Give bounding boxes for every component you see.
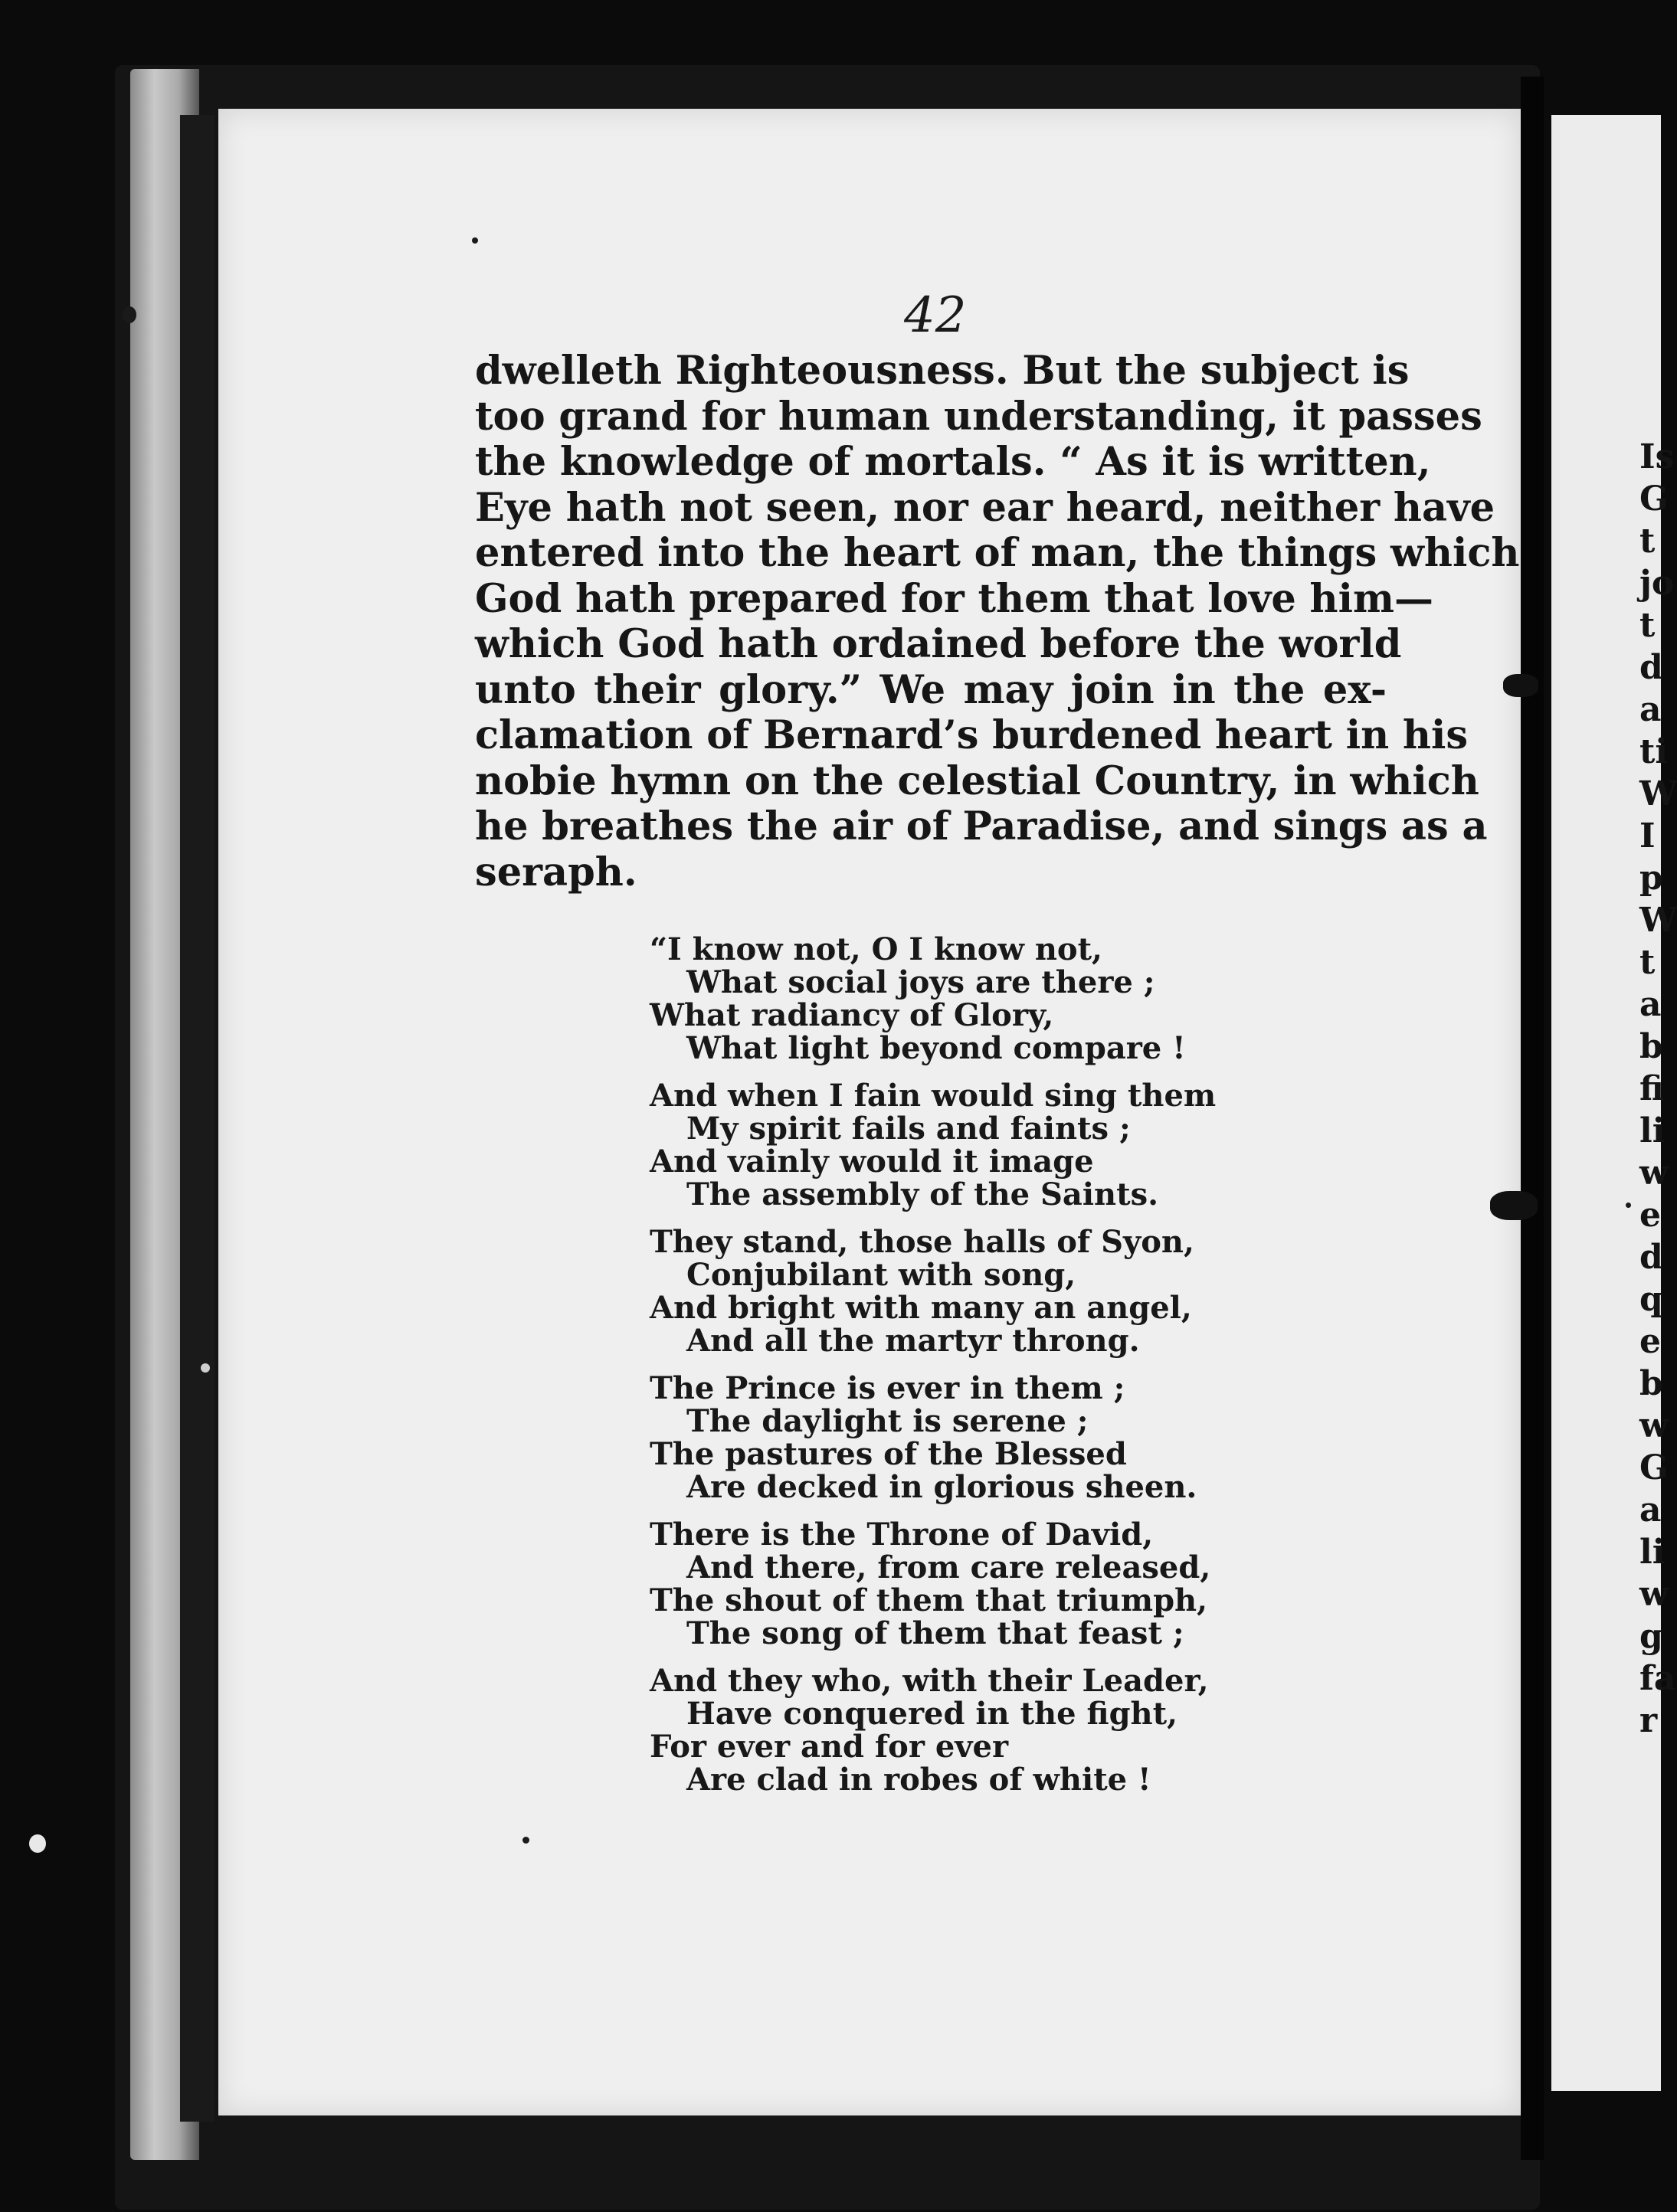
- poem-line: There is the Throne of David,: [650, 1517, 1154, 1553]
- poem-line: Are clad in robes of white !: [686, 1762, 1151, 1798]
- body-line: clamation of Bernard’s burdened heart in his: [475, 712, 1469, 758]
- body-paragraph: [475, 348, 1520, 895]
- body-line: he breathes the air of Paradise, and sings as a: [475, 803, 1488, 849]
- adjacent-page-fragment: G: [1639, 1448, 1669, 1487]
- adjacent-page-fragment: w: [1639, 1406, 1669, 1445]
- poem-line: What light beyond compare !: [686, 1030, 1186, 1066]
- adjacent-page-fragment: a: [1639, 985, 1662, 1024]
- ink-speck: [1626, 1203, 1631, 1208]
- adjacent-page-fragment: fi: [1639, 1069, 1664, 1108]
- body-line: which God hath ordained before the world: [475, 621, 1402, 667]
- body-line: too grand for human understanding, it passes: [475, 393, 1482, 440]
- poem-stanza: [650, 1079, 1263, 1211]
- poem-line: And vainly would it image: [650, 1144, 1094, 1180]
- body-line: Eye hath not seen, nor ear heard, neither have: [475, 484, 1495, 531]
- adjacent-page-fragment: e: [1639, 1196, 1661, 1235]
- poem-line: Are decked in glorious sheen.: [686, 1469, 1197, 1505]
- binding-thread-bottom: [1490, 1191, 1538, 1220]
- adjacent-page-fragment: d: [1639, 1238, 1663, 1277]
- poem-line: Have conquered in the fight,: [686, 1696, 1178, 1732]
- body-line: God hath prepared for them that love him—: [475, 575, 1433, 622]
- poem-line: My spirit fails and faints ;: [686, 1111, 1131, 1147]
- adjacent-page-fragment: e: [1639, 1322, 1661, 1361]
- adjacent-page-fragment: d: [1639, 648, 1663, 687]
- binding-thread-top: [1503, 674, 1538, 697]
- ink-speck: [522, 1837, 529, 1844]
- poem-line: The assembly of the Saints.: [686, 1176, 1159, 1212]
- adjacent-page-fragment: g: [1639, 1617, 1663, 1656]
- adjacent-page-fragment: li: [1639, 1111, 1666, 1150]
- adjacent-page-fragment: W: [1639, 774, 1677, 813]
- poem-line: And they who, with their Leader,: [650, 1663, 1209, 1699]
- poem-line: What radiancy of Glory,: [650, 997, 1054, 1033]
- body-line: nobie hymn on the celestial Country, in which: [475, 758, 1479, 804]
- poem-line: The Prince is ever in them ;: [650, 1370, 1125, 1406]
- adjacent-page-fragment: Is: [1639, 437, 1675, 476]
- ink-speck: [201, 1363, 210, 1373]
- adjacent-page-fragment: w: [1639, 1153, 1669, 1193]
- book-gutter: [1521, 77, 1544, 2160]
- adjacent-page-fragment: b: [1639, 1027, 1663, 1066]
- hymn-verses: [650, 933, 1263, 1811]
- poem-line: The daylight is serene ;: [686, 1403, 1089, 1439]
- ink-speck: [472, 237, 478, 244]
- poem-line: What social joys are there ;: [686, 964, 1155, 1000]
- poem-line: Conjubilant with song,: [686, 1257, 1076, 1293]
- ink-speck: [29, 1834, 46, 1853]
- adjacent-page-fragment: w: [1639, 1575, 1669, 1614]
- poem-line: And bright with many an angel,: [650, 1290, 1192, 1326]
- poem-line: And when I fain would sing them: [650, 1078, 1217, 1114]
- body-line: unto their glory.” We may join in the ex-: [475, 666, 1387, 713]
- poem-line: They stand, those halls of Syon,: [650, 1224, 1194, 1260]
- poem-line: “I know not, O I know not,: [650, 931, 1102, 967]
- adjacent-page-fragment: q: [1639, 1280, 1663, 1319]
- poem-line: The pastures of the Blessed: [650, 1436, 1127, 1472]
- page-number: 42: [904, 287, 967, 344]
- adjacent-page-fragment: a: [1639, 690, 1662, 729]
- body-line: entered into the heart of man, the things which: [475, 530, 1520, 576]
- poem-stanza: [650, 1518, 1263, 1650]
- adjacent-page-fragment: li: [1639, 1533, 1666, 1572]
- adjacent-page-fragment: I: [1639, 816, 1656, 856]
- poem-line: The shout of them that triumph,: [650, 1582, 1208, 1618]
- adjacent-page-fragment: t: [1639, 606, 1656, 645]
- poem-stanza: [650, 1664, 1263, 1796]
- body-line: seraph.: [475, 849, 637, 895]
- adjacent-page-fragment: W: [1639, 901, 1677, 940]
- poem-stanza: [650, 1225, 1263, 1357]
- ink-speck: [123, 306, 136, 323]
- body-line: the knowledge of mortals. “ As it is written,: [475, 439, 1431, 485]
- poem-stanza: [650, 1372, 1263, 1504]
- poem-line: And there, from care released,: [686, 1549, 1211, 1585]
- adjacent-page-fragment: b: [1639, 1364, 1663, 1403]
- adjacent-page-fragment: r: [1639, 1701, 1658, 1740]
- adjacent-page-fragment: jo: [1639, 564, 1675, 603]
- poem-stanza: [650, 933, 1263, 1065]
- body-line: dwelleth Righteousness. But the subject is: [475, 348, 1410, 394]
- adjacent-page-fragment: a: [1639, 1490, 1662, 1530]
- adjacent-page-fragment: t: [1639, 943, 1656, 982]
- poem-line: And all the martyr throng.: [686, 1323, 1140, 1359]
- adjacent-page-fragment: p: [1639, 859, 1663, 898]
- adjacent-page-fragment: fa: [1639, 1659, 1676, 1698]
- poem-line: The song of them that feast ;: [686, 1615, 1184, 1651]
- poem-line: For ever and for ever: [650, 1729, 1009, 1765]
- adjacent-page-fragment: t: [1639, 522, 1656, 561]
- adjacent-page-fragment: ti: [1639, 732, 1669, 771]
- adjacent-page-fragment: G: [1639, 479, 1669, 519]
- left-binding-shadow: [180, 115, 215, 2122]
